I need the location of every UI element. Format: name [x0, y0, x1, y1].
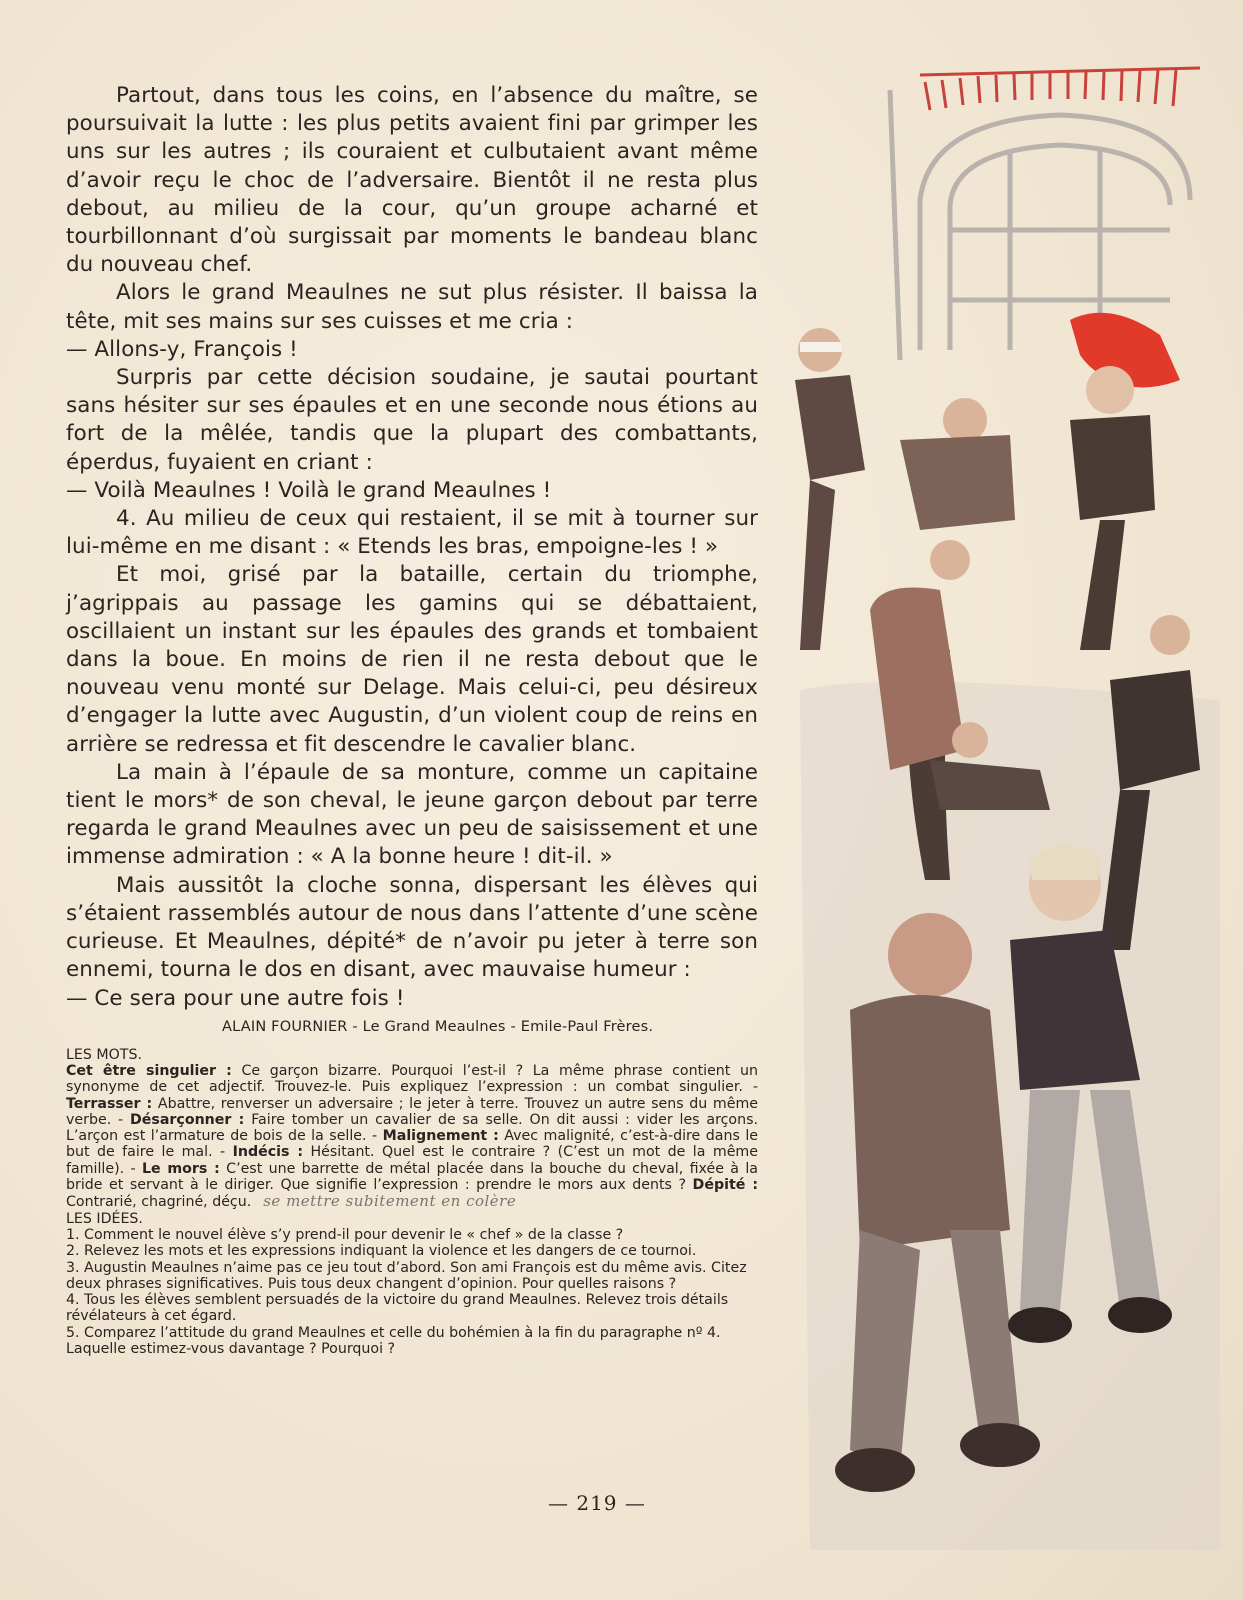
window-arch: [890, 90, 1190, 360]
idees-question: 2. Relevez les mots et les expressions indiquant la violence et les dangers de ce tournoi.: [66, 1243, 697, 1260]
schoolyard-fight-illustration: [780, 50, 1230, 1590]
page-number: — 219 —: [548, 1491, 646, 1515]
story-dialog: — Voilà Meaulnes ! Voilà le grand Meaulnes !: [66, 477, 552, 503]
story-dialog: — Allons-y, François !: [66, 336, 298, 362]
mots-definitions: [66, 1063, 758, 1211]
mots-term: Dépité :: [692, 1177, 759, 1194]
mots-definition: Abattre, renverser un adversaire ; le jeter à terre. Trouvez un autre sens du même verbe. -: [66, 1095, 758, 1128]
idees-list: [66, 1227, 758, 1357]
idees-question: 5. Comparez l’attitude du grand Meaulnes et celle du bohémien à la fin du paragraphe nº 4. Laquelle estimez-vous davantage ? Pourquoi ?: [66, 1324, 721, 1358]
story-dialog: — Ce sera pour une autre fois !: [66, 985, 405, 1011]
mots-term: Terrasser :: [66, 1095, 153, 1112]
story-paragraph: Alors le grand Meaulnes ne sut plus résister. Il baissa la tête, mit ses mains sur ses cuisses et me cria :: [66, 280, 758, 334]
story-paragraph: 4. Au milieu de ceux qui restaient, il se mit à tourner sur lui-même en me disant : « Etends les bras, empoigne-les ! »: [66, 506, 758, 560]
text-column: [66, 82, 758, 1357]
mots-heading: LES MOTS.: [66, 1046, 142, 1063]
idees-question: 4. Tous les élèves semblent persuadés de la victoire du grand Meaulnes. Relevez trois détails révélateurs à cet égard.: [66, 1292, 729, 1325]
story-paragraph: Mais aussitôt la cloche sonna, dispersant les élèves qui s’étaient rassemblés autour de nous dans l’attente d’une scène curieuse. Et Meaulnes, dépité* de n’avoir pu jeter à terre son ennemi, tourna le dos en disant, avec mauvaise humeur :: [66, 872, 758, 983]
mots-term: Désarçonner :: [130, 1111, 245, 1128]
mots-definition: C’est une barrette de métal placée dans la bouche du cheval, fixée à la bride et servant à le diriger. Que signifie l’expression : prendre le mors aux dents ?: [66, 1160, 758, 1194]
handwritten-note: se mettre subitement en colère: [263, 1192, 517, 1211]
mots-term: Malignement :: [382, 1128, 499, 1145]
mots-term: Indécis :: [232, 1144, 304, 1161]
story-paragraph: Surpris par cette décision soudaine, je sautai pourtant sans hésiter sur ses épaules et en une seconde nous étions au fort de la mêlée, tandis que la plupart des combattants, éperdus, fuyaient en criant :: [66, 365, 758, 475]
boy-striped: [1070, 366, 1155, 650]
study-notes: [66, 1047, 758, 1358]
mots-term: Cet être singulier :: [66, 1063, 232, 1079]
mots-definition: Faire tomber un cavalier de sa selle. On dit aussi : vider les arçons. L’arçon est l’armature de bois de la selle. -: [66, 1111, 758, 1145]
idees-question: 1. Comment le nouvel élève s’y prend-il pour devenir le « chef » de la classe ?: [66, 1226, 624, 1243]
mots-definition: Ce garçon bizarre. Pourquoi l’est-il ? La même phrase contient un synonyme de cet adjectif. Trouvez-le. Puis expliquez l’expression : un combat singulier. -: [66, 1063, 758, 1096]
story-paragraph: Et moi, grisé par la bataille, certain du triomphe, j’agrippais au passage les gamins qui se débattaient, oscillaient un instant sur les épaules des grands et tombaient dans la boue. En moins de rien il ne resta debout que le nouveau venu monté sur Delage. Mais celui-ci, peu désireux d’engager la lutte avec Augustin, d’un violent coup de reins en arrière se redressa et fit descendre le cavalier blanc.: [66, 562, 758, 757]
story-paragraph: Partout, dans tous les coins, en l’absence du maître, se poursuivait la lutte : les plus petits avaient fini par grimper les uns sur les autres ; ils couraient et culbutaient avant même d’avoir reçu le choc de l’adversaire. Bientôt il ne resta plus debout, au milieu de la cour, qu’un groupe acharné et tourbillonnant d’où surgissait par moments le bandeau blanc du nouveau chef.: [66, 83, 758, 278]
mots-definition: Hésitant. Quel est le contraire ? (C’est un mot de la même famille). -: [66, 1144, 758, 1177]
boy-blindfolded: [795, 328, 865, 650]
idees-heading: LES IDÉES.: [66, 1210, 143, 1227]
mots-definition: Contrarié, chagriné, déçu.: [66, 1194, 252, 1211]
mots-definition: Avec malignité, c’est-à-dire dans le but de faire le mal. -: [66, 1128, 758, 1161]
source-citation: ALAIN FOURNIER - Le Grand Meaulnes - Emile-Paul Frères.: [222, 1018, 654, 1035]
idees-question: 3. Augustin Meaulnes n’aime pas ce jeu tout d’abord. Son ami François est du même avis. Citez deux phrases significatives. Puis tous deux changent d’opinion. Pour quelles raisons ?: [66, 1259, 747, 1292]
story-paragraph: La main à l’épaule de sa monture, comme un capitaine tient le mors* de son cheval, le jeune garçon debout par terre regarda le grand Meaulnes avec un peu de saisissement et une immense admiration : « A la bonne heure ! dit-il. »: [66, 759, 758, 870]
mots-term: Le mors :: [141, 1160, 220, 1177]
story-text: [66, 82, 758, 1013]
brick-lintel: [920, 68, 1200, 110]
